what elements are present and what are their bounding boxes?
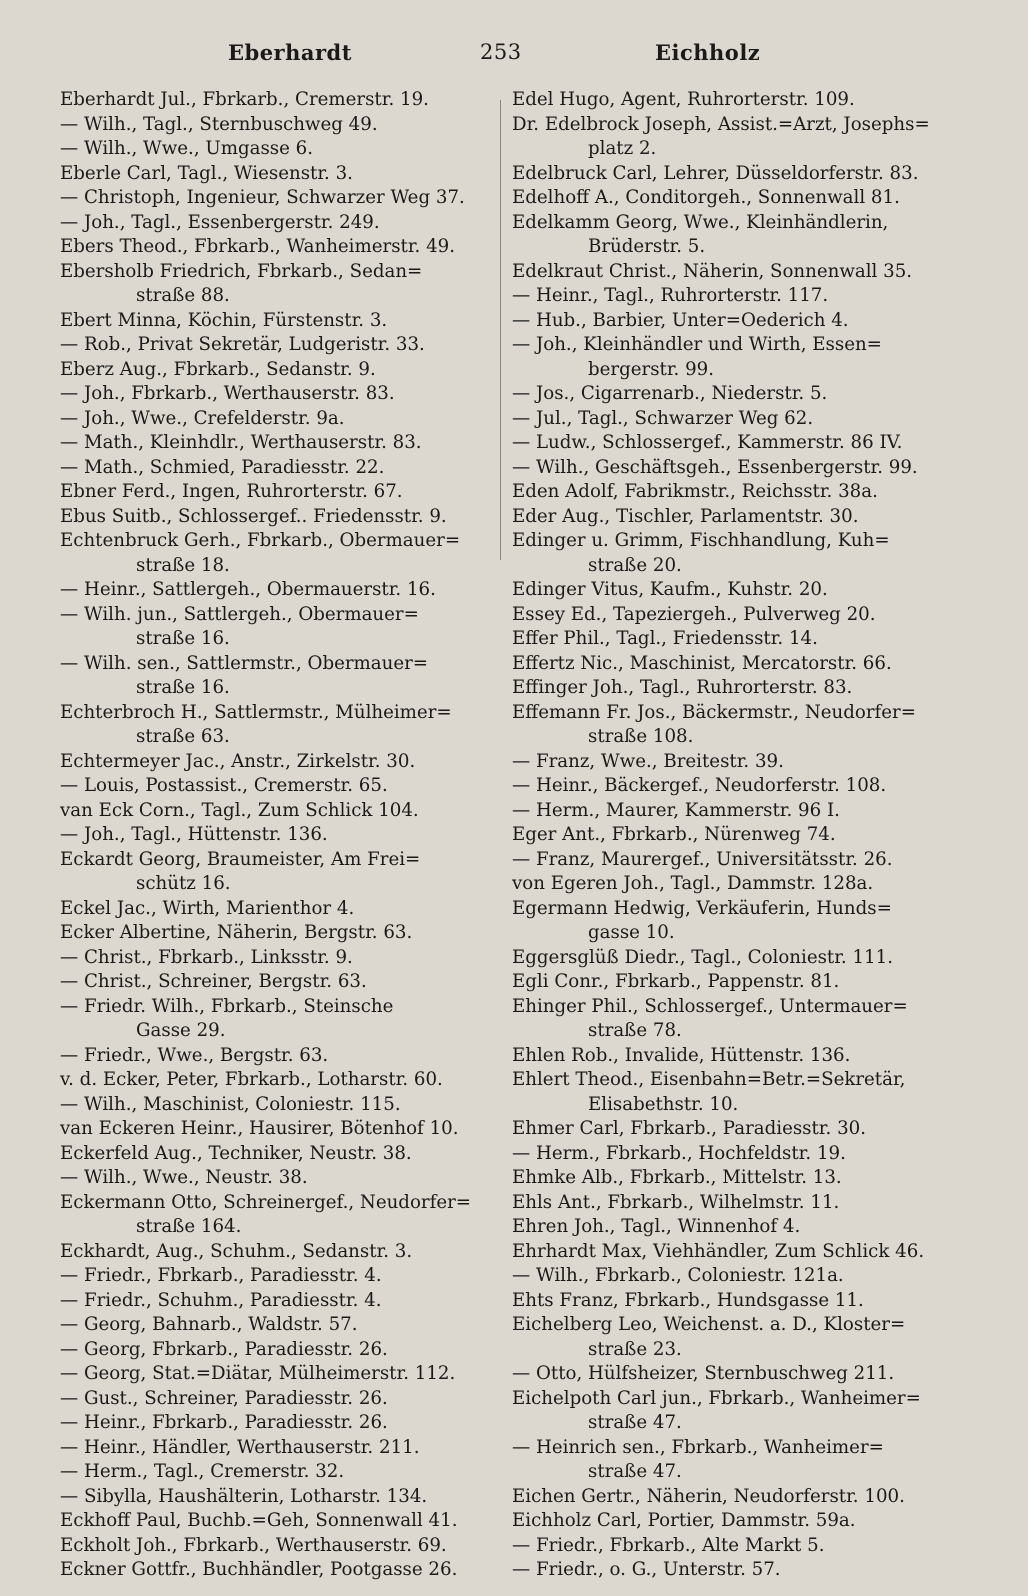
directory-entry <box>512 578 960 603</box>
entry-line: — Friedr., o. G., Unterstr. 57. <box>512 1559 781 1580</box>
directory-entry <box>60 1411 496 1436</box>
directory-entry <box>60 848 496 897</box>
entry-line: — Wilh. jun., Sattlergeh., Obermauer= <box>60 603 419 625</box>
entry-line: Edelkraut Christ., Näherin, Sonnenwall 35. <box>512 260 913 282</box>
entry-continuation-line: straße 23. <box>588 1338 682 1360</box>
entry-line: Effemann Fr. Jos., Bäckermstr., Neudorfer= <box>512 701 916 723</box>
running-head-right: Eichholz <box>655 40 761 65</box>
directory-entry <box>60 137 496 162</box>
entry-continuation-line: straße 63. <box>136 726 230 747</box>
entry-line: — Heinr., Sattlergeh., Obermauerstr. 16. <box>60 579 436 600</box>
entry-line: — Wilh., Fbrkarb., Coloniestr. 121a. <box>512 1265 844 1286</box>
directory-entry <box>60 309 496 334</box>
directory-entry <box>512 186 960 211</box>
directory-entry <box>60 260 496 309</box>
directory-entry <box>512 676 960 701</box>
entry-continuation-line: platz 2. <box>588 138 657 159</box>
entry-line: Edelhoff A., Conditorgeh., Sonnenwall 81. <box>512 187 900 208</box>
entry-line: — Wilh., Geschäftsgeh., Essenbergerstr. 99. <box>512 456 918 478</box>
directory-entry <box>512 872 960 897</box>
directory-entry <box>512 431 960 456</box>
directory-entry <box>512 774 960 799</box>
directory-entry <box>60 186 496 211</box>
entry-continuation-line: gasse 10. <box>588 922 675 943</box>
directory-entry <box>60 456 496 481</box>
directory-entry <box>60 946 496 971</box>
directory-entry <box>512 627 960 652</box>
directory-entry <box>60 333 496 358</box>
entry-line: Ebus Suitb., Schlossergef.. Friedensstr. 9. <box>60 505 447 527</box>
directory-entry <box>512 162 960 187</box>
directory-entry <box>60 1558 496 1583</box>
directory-entry <box>512 1289 960 1314</box>
directory-entry <box>60 799 496 824</box>
directory-entry <box>512 88 960 113</box>
directory-entry <box>60 1509 496 1534</box>
entry-line: Ehlert Theod., Eisenbahn=Betr.=Sekretär, <box>512 1069 906 1090</box>
entry-continuation-line: bergerstr. 99. <box>588 358 715 380</box>
entry-line: Effertz Nic., Maschinist, Mercatorstr. 66. <box>512 652 892 674</box>
directory-entry <box>60 970 496 995</box>
directory-entry <box>60 701 496 750</box>
directory-entry <box>60 1191 496 1240</box>
directory-entry <box>512 946 960 971</box>
entry-line: — Christ., Schreiner, Bergstr. 63. <box>60 971 367 992</box>
entry-line: — Wilh., Wwe., Umgasse 6. <box>60 138 314 159</box>
directory-entry <box>512 309 960 334</box>
directory-entry <box>60 505 496 530</box>
directory-entry <box>60 1534 496 1559</box>
directory-entry <box>512 1387 960 1436</box>
entry-line: Echterbroch H., Sattlermstr., Mülheimer= <box>60 701 452 723</box>
directory-entry <box>512 211 960 260</box>
directory-entry <box>512 848 960 873</box>
entry-continuation-line: Brüderstr. 5. <box>588 236 706 257</box>
entry-continuation-line: straße 108. <box>588 726 694 747</box>
directory-entry <box>512 1068 960 1117</box>
directory-entry <box>512 1509 960 1534</box>
directory-entry <box>60 162 496 187</box>
directory-entry <box>512 1558 960 1583</box>
entry-line: Eggersglüß Diedr., Tagl., Coloniestr. 111. <box>512 946 893 968</box>
entry-line: — Math., Kleinhdlr., Werthauserstr. 83. <box>60 432 422 453</box>
entry-line: von Egeren Joh., Tagl., Dammstr. 128a. <box>512 873 874 894</box>
directory-entry <box>60 407 496 432</box>
column-divider <box>500 100 501 560</box>
entry-line: Essey Ed., Tapeziergeh., Pulverweg 20. <box>512 603 876 625</box>
entry-line: — Heinr., Händler, Werthauserstr. 211. <box>60 1436 420 1458</box>
directory-entry <box>60 1068 496 1093</box>
entry-line: — Joh., Kleinhändler und Wirth, Essen= <box>512 334 882 355</box>
entry-line: — Jos., Cigarrenarb., Niederstr. 5. <box>512 383 828 404</box>
entry-line: — Wilh., Maschinist, Coloniestr. 115. <box>60 1093 401 1115</box>
entry-line: — Louis, Postassist., Cremerstr. 65. <box>60 775 388 796</box>
directory-entry <box>512 407 960 432</box>
entry-line: — Joh., Tagl., Hüttenstr. 136. <box>60 824 328 845</box>
entry-line: Edinger u. Grimm, Fischhandlung, Kuh= <box>512 530 890 551</box>
directory-entry <box>512 897 960 946</box>
directory-entry <box>512 1215 960 1240</box>
entry-line: Dr. Edelbrock Joseph, Assist.=Arzt, Josephs= <box>512 113 930 135</box>
directory-entry <box>60 1044 496 1069</box>
directory-entry <box>60 750 496 775</box>
entry-line: Eckholt Joh., Fbrkarb., Werthauserstr. 69. <box>60 1534 447 1556</box>
entry-continuation-line: straße 20. <box>588 554 682 576</box>
entry-line: Ehren Joh., Tagl., Winnenhof 4. <box>512 1216 801 1237</box>
directory-entry <box>512 701 960 750</box>
directory-entry <box>60 1338 496 1363</box>
directory-entry <box>512 1044 960 1069</box>
directory-entry <box>60 1436 496 1461</box>
directory-entry <box>60 1117 496 1142</box>
directory-entry <box>512 603 960 628</box>
directory-entry <box>60 235 496 260</box>
directory-entry <box>512 1436 960 1485</box>
entry-line: — Sibylla, Haushälterin, Lotharstr. 134. <box>60 1485 428 1507</box>
entry-line: Eckardt Georg, Braumeister, Am Frei= <box>60 848 421 870</box>
entry-line: — Hub., Barbier, Unter=Oederich 4. <box>512 309 849 331</box>
entry-continuation-line: straße 16. <box>136 677 230 698</box>
entry-line: Edinger Vitus, Kaufm., Kuhstr. 20. <box>512 579 828 600</box>
entry-continuation-line: Gasse 29. <box>136 1020 226 1041</box>
entry-line: Eder Aug., Tischler, Parlamentstr. 30. <box>512 505 859 527</box>
entry-line: — Herm., Maurer, Kammerstr. 96 I. <box>512 799 840 821</box>
directory-entry <box>60 603 496 652</box>
entry-line: — Ludw., Schlossergef., Kammerstr. 86 IV. <box>512 432 903 453</box>
entry-line: Edel Hugo, Agent, Ruhrorterstr. 109. <box>512 89 855 110</box>
entry-line: Ehls Ant., Fbrkarb., Wilhelmstr. 11. <box>512 1191 840 1213</box>
directory-entry <box>60 358 496 383</box>
entry-line: — Georg, Bahnarb., Waldstr. 57. <box>60 1314 358 1335</box>
directory-entry <box>60 1093 496 1118</box>
directory-entry <box>512 505 960 530</box>
entry-line: — Wilh., Wwe., Neustr. 38. <box>60 1167 308 1188</box>
entry-line: Echtermeyer Jac., Anstr., Zirkelstr. 30. <box>60 750 416 772</box>
entry-line: van Eckeren Heinr., Hausirer, Bötenhof 10. <box>60 1118 459 1139</box>
entry-line: Ehmer Carl, Fbrkarb., Paradiesstr. 30. <box>512 1118 866 1139</box>
directory-entry <box>512 456 960 481</box>
directory-entry <box>60 897 496 922</box>
entry-line: Ecker Albertine, Näherin, Bergstr. 63. <box>60 922 413 943</box>
entry-line: Edelbruck Carl, Lehrer, Düsseldorferstr. 83. <box>512 162 919 184</box>
directory-entry <box>512 995 960 1044</box>
entry-line: — Math., Schmied, Paradiesstr. 22. <box>60 456 385 478</box>
directory-entry <box>512 1313 960 1362</box>
entry-line: — Joh., Wwe., Crefelderstr. 9a. <box>60 407 345 429</box>
right-column <box>512 88 960 1583</box>
entry-line: — Georg, Fbrkarb., Paradiesstr. 26. <box>60 1338 388 1360</box>
entry-line: Ebersholb Friedrich, Fbrkarb., Sedan= <box>60 260 423 282</box>
entry-line: Eckerfeld Aug., Techniker, Neustr. 38. <box>60 1142 412 1164</box>
entry-line: Eberhardt Jul., Fbrkarb., Cremerstr. 19. <box>60 89 429 110</box>
entry-line: Ebers Theod., Fbrkarb., Wanheimerstr. 49. <box>60 236 456 257</box>
page-number: 253 <box>480 40 522 64</box>
entry-line: Eichelpoth Carl jun., Fbrkarb., Wanheimer= <box>512 1387 921 1409</box>
directory-entry <box>512 529 960 578</box>
entry-line: — Franz, Maurergef., Universitätsstr. 26. <box>512 848 893 870</box>
directory-entry <box>60 211 496 236</box>
entry-line: Ebner Ferd., Ingen, Ruhrorterstr. 67. <box>60 481 403 502</box>
entry-continuation-line: straße 47. <box>588 1461 682 1482</box>
directory-entry <box>60 1166 496 1191</box>
entry-continuation-line: straße 47. <box>588 1412 682 1433</box>
entry-line: van Eck Corn., Tagl., Zum Schlick 104. <box>60 799 419 821</box>
directory-entry <box>60 1362 496 1387</box>
directory-entry <box>60 652 496 701</box>
directory-entry <box>60 774 496 799</box>
entry-line: Effinger Joh., Tagl., Ruhrorterstr. 83. <box>512 677 853 698</box>
entry-line: Egermann Hedwig, Verkäuferin, Hunds= <box>512 897 892 919</box>
directory-entry <box>512 1485 960 1510</box>
entry-line: — Christ., Fbrkarb., Linksstr. 9. <box>60 946 353 968</box>
directory-entry <box>512 1166 960 1191</box>
entry-continuation-line: schütz 16. <box>136 873 231 894</box>
directory-entry <box>60 995 496 1044</box>
entry-line: — Friedr., Schuhm., Paradiesstr. 4. <box>60 1289 382 1311</box>
entry-line: Eichholz Carl, Portier, Dammstr. 59a. <box>512 1510 856 1531</box>
directory-entry <box>60 823 496 848</box>
directory-entry <box>512 799 960 824</box>
page-header <box>60 40 960 74</box>
entry-line: Ehrhardt Max, Viehhändler, Zum Schlick 46. <box>512 1240 925 1262</box>
directory-entry <box>60 382 496 407</box>
directory-entry <box>60 113 496 138</box>
entry-line: Echtenbruck Gerh., Fbrkarb., Obermauer= <box>60 530 461 551</box>
directory-entry <box>512 652 960 677</box>
directory-entry <box>512 1362 960 1387</box>
entry-line: — Wilh., Tagl., Sternbuschweg 49. <box>60 113 378 135</box>
directory-entry <box>60 1313 496 1338</box>
entry-line: Eichen Gertr., Näherin, Neudorferstr. 100. <box>512 1485 905 1507</box>
entry-continuation-line: straße 164. <box>136 1216 242 1237</box>
entry-line: — Friedr., Wwe., Bergstr. 63. <box>60 1044 329 1066</box>
directory-entry <box>512 750 960 775</box>
directory-entry <box>512 333 960 382</box>
entry-line: Egli Conr., Fbrkarb., Pappenstr. 81. <box>512 971 840 992</box>
directory-entry <box>512 1142 960 1167</box>
entry-line: Ehts Franz, Fbrkarb., Hundsgasse 11. <box>512 1289 864 1311</box>
directory-entry <box>60 1264 496 1289</box>
entry-line: — Rob., Privat Sekretär, Ludgeristr. 33. <box>60 334 425 355</box>
directory-entry <box>60 1387 496 1412</box>
entry-continuation-line: straße 18. <box>136 554 230 576</box>
directory-entry <box>60 88 496 113</box>
entry-line: — Friedr., Fbrkarb., Paradiesstr. 4. <box>60 1265 382 1286</box>
directory-entry <box>60 529 496 578</box>
entry-line: — Herm., Fbrkarb., Hochfeldstr. 19. <box>512 1142 846 1164</box>
entry-line: — Joh., Fbrkarb., Werthauserstr. 83. <box>60 383 395 404</box>
entry-line: v. d. Ecker, Peter, Fbrkarb., Lotharstr. 60. <box>60 1069 443 1090</box>
entry-line: — Jul., Tagl., Schwarzer Weg 62. <box>512 407 814 429</box>
directory-entry <box>512 823 960 848</box>
entry-line: Effer Phil., Tagl., Friedensstr. 14. <box>512 628 818 649</box>
entry-line: Ehinger Phil., Schlossergef., Untermauer= <box>512 995 908 1017</box>
entry-line: Eberz Aug., Fbrkarb., Sedanstr. 9. <box>60 358 376 380</box>
entry-line: Eckhardt, Aug., Schuhm., Sedanstr. 3. <box>60 1240 413 1262</box>
entry-line: Ebert Minna, Köchin, Fürstenstr. 3. <box>60 309 388 331</box>
entry-continuation-line: straße 16. <box>136 628 230 649</box>
directory-entry <box>60 1240 496 1265</box>
left-column <box>60 88 496 1583</box>
directory-entry <box>512 480 960 505</box>
entry-line: Edelkamm Georg, Wwe., Kleinhändlerin, <box>512 211 889 233</box>
entry-line: — Herm., Tagl., Cremerstr. 32. <box>60 1461 345 1482</box>
entry-line: — Wilh. sen., Sattlermstr., Obermauer= <box>60 652 429 674</box>
entry-line: — Friedr. Wilh., Fbrkarb., Steinsche <box>60 995 394 1017</box>
directory-entry <box>60 578 496 603</box>
entry-continuation-line: straße 88. <box>136 285 230 306</box>
entry-line: — Georg, Stat.=Diätar, Mülheimerstr. 112. <box>60 1363 456 1384</box>
entry-line: — Heinr., Bäckergef., Neudorferstr. 108. <box>512 775 887 796</box>
directory-entry <box>512 1117 960 1142</box>
directory-entry <box>60 1485 496 1510</box>
directory-entry <box>512 1264 960 1289</box>
entry-continuation-line: Elisabethstr. 10. <box>588 1093 739 1115</box>
entry-line: — Franz, Wwe., Breitestr. 39. <box>512 750 784 772</box>
directory-entry <box>512 113 960 162</box>
entry-line: Ehmke Alb., Fbrkarb., Mittelstr. 13. <box>512 1167 842 1188</box>
entry-line: Eichelberg Leo, Weichenst. a. D., Kloster= <box>512 1314 906 1335</box>
entry-line: — Otto, Hülfsheizer, Sternbuschweg 211. <box>512 1363 895 1384</box>
directory-entry <box>60 1142 496 1167</box>
directory-entry <box>512 382 960 407</box>
entry-line: — Gust., Schreiner, Paradiesstr. 26. <box>60 1387 388 1409</box>
directory-entry <box>60 921 496 946</box>
entry-line: — Joh., Tagl., Essenbergerstr. 249. <box>60 211 380 233</box>
entry-continuation-line: straße 78. <box>588 1020 682 1041</box>
entry-line: — Heinr., Tagl., Ruhrorterstr. 117. <box>512 285 829 306</box>
directory-entry <box>512 284 960 309</box>
running-head-left: Eberhardt <box>228 40 352 65</box>
entry-line: — Heinrich sen., Fbrkarb., Wanheimer= <box>512 1436 884 1458</box>
directory-entry <box>512 1240 960 1265</box>
directory-entry <box>512 260 960 285</box>
directory-entry <box>60 480 496 505</box>
directory-entry <box>512 970 960 995</box>
entry-line: Eberle Carl, Tagl., Wiesenstr. 3. <box>60 162 353 184</box>
entry-line: Eckel Jac., Wirth, Marienthor 4. <box>60 897 355 919</box>
entry-line: Eckhoff Paul, Buchb.=Geh, Sonnenwall 41. <box>60 1510 458 1531</box>
entry-line: Eckermann Otto, Schreinergef., Neudorfer= <box>60 1191 472 1213</box>
entry-line: — Friedr., Fbrkarb., Alte Markt 5. <box>512 1534 825 1556</box>
directory-entry <box>512 1534 960 1559</box>
directory-entry <box>512 1191 960 1216</box>
entry-line: Eckner Gottfr., Buchhändler, Pootgasse 26. <box>60 1559 458 1580</box>
directory-entry <box>60 1289 496 1314</box>
entry-line: Ehlen Rob., Invalide, Hüttenstr. 136. <box>512 1044 851 1066</box>
directory-entry <box>60 1460 496 1485</box>
entry-line: — Christoph, Ingenieur, Schwarzer Weg 37. <box>60 187 465 208</box>
entry-line: Eden Adolf, Fabrikmstr., Reichsstr. 38a. <box>512 481 878 502</box>
directory-entry <box>60 431 496 456</box>
entry-line: — Heinr., Fbrkarb., Paradiesstr. 26. <box>60 1412 388 1433</box>
entry-line: Eger Ant., Fbrkarb., Nürenweg 74. <box>512 824 836 845</box>
